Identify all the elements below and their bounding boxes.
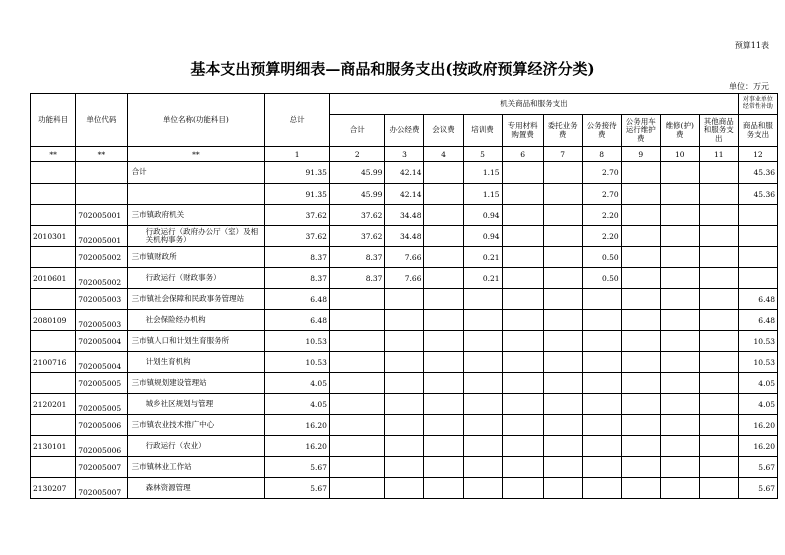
unit-label: 单位：万元	[729, 82, 769, 91]
cell-value: 2.20	[582, 205, 621, 226]
cell-value	[621, 352, 660, 373]
table-row	[31, 310, 778, 331]
cell-subject: 2010601	[31, 268, 76, 289]
cell-code: 702005007	[76, 478, 127, 499]
cell-name: 行政运行（财政事务）	[127, 268, 265, 289]
cell-value	[463, 436, 502, 457]
cell-code: 702005003	[76, 310, 127, 331]
cell-value	[699, 289, 738, 310]
cell-value	[621, 394, 660, 415]
header-sub-2: 会议费	[424, 115, 463, 147]
cell-value	[699, 457, 738, 478]
cell-value	[582, 373, 621, 394]
cell-value	[543, 331, 582, 352]
cell-total: 6.48	[265, 310, 330, 331]
cell-value: 8.37	[329, 268, 384, 289]
cell-value	[502, 310, 543, 331]
cell-value	[502, 373, 543, 394]
cell-value: 42.14	[385, 162, 424, 184]
index-cell: **	[31, 147, 76, 162]
cell-total: 5.67	[265, 478, 330, 499]
header-right-group: 对事业单位经常性补助	[738, 94, 777, 115]
cell-name: 三市镇规划建设管理站	[127, 373, 265, 394]
cell-value	[660, 184, 699, 205]
table-row	[31, 352, 778, 373]
cell-value	[424, 310, 463, 331]
cell-value: 2.70	[582, 162, 621, 184]
cell-value: 7.66	[385, 247, 424, 268]
cell-value	[329, 352, 384, 373]
cell-subject	[31, 457, 76, 478]
cell-value	[463, 415, 502, 436]
cell-name: 三市镇财政所	[127, 247, 265, 268]
cell-value: 10.53	[738, 352, 777, 373]
index-cell: 11	[699, 147, 738, 162]
cell-name: 计划生育机构	[127, 352, 265, 373]
index-cell: 7	[543, 147, 582, 162]
header-sub-7: 公务用车运行维护费	[621, 115, 660, 147]
cell-value	[329, 415, 384, 436]
cell-total: 37.62	[265, 226, 330, 247]
cell-value: 4.05	[738, 394, 777, 415]
index-cell: 9	[621, 147, 660, 162]
cell-code: 702005004	[76, 331, 127, 352]
cell-value	[738, 268, 777, 289]
header-group: 机关商品和服务支出	[329, 94, 738, 115]
cell-subject: 2100716	[31, 352, 76, 373]
index-cell: 12	[738, 147, 777, 162]
header-unit-name: 单位名称(功能科目)	[127, 94, 265, 147]
cell-total: 10.53	[265, 331, 330, 352]
cell-value	[621, 184, 660, 205]
cell-value	[502, 457, 543, 478]
cell-value	[621, 205, 660, 226]
cell-value	[463, 478, 502, 499]
cell-value	[543, 247, 582, 268]
cell-value	[660, 289, 699, 310]
cell-value	[699, 226, 738, 247]
cell-value	[543, 352, 582, 373]
cell-value	[660, 205, 699, 226]
cell-value	[424, 226, 463, 247]
cell-total: 91.35	[265, 184, 330, 205]
cell-name: 三市镇林业工作站	[127, 457, 265, 478]
cell-value: 1.15	[463, 162, 502, 184]
cell-value: 2.70	[582, 184, 621, 205]
header-total: 总计	[265, 94, 330, 147]
cell-code: 702005003	[76, 289, 127, 310]
cell-value: 1.15	[463, 184, 502, 205]
budget-table	[30, 93, 778, 499]
cell-value	[543, 457, 582, 478]
cell-value	[385, 352, 424, 373]
cell-value: 42.14	[385, 184, 424, 205]
cell-value	[424, 268, 463, 289]
cell-code: 702005004	[76, 352, 127, 373]
cell-value	[385, 289, 424, 310]
table-row	[31, 289, 778, 310]
cell-value	[424, 415, 463, 436]
table-row	[31, 478, 778, 499]
cell-value	[660, 436, 699, 457]
cell-value	[329, 436, 384, 457]
cell-subject: 2130207	[31, 478, 76, 499]
cell-value	[543, 415, 582, 436]
cell-value	[543, 310, 582, 331]
cell-total: 37.62	[265, 205, 330, 226]
cell-value	[660, 394, 699, 415]
cell-value	[543, 268, 582, 289]
cell-value	[329, 478, 384, 499]
cell-value	[329, 394, 384, 415]
cell-value	[621, 331, 660, 352]
cell-value	[424, 478, 463, 499]
cell-value: 0.50	[582, 247, 621, 268]
cell-value	[385, 436, 424, 457]
cell-value	[699, 205, 738, 226]
cell-value	[424, 352, 463, 373]
cell-value	[699, 394, 738, 415]
cell-value	[424, 184, 463, 205]
cell-value	[424, 162, 463, 184]
cell-value	[502, 436, 543, 457]
cell-name: 合计	[127, 162, 265, 184]
cell-value	[582, 436, 621, 457]
cell-value	[424, 331, 463, 352]
header-func-subject: 功能科目	[31, 94, 76, 147]
cell-value	[621, 457, 660, 478]
cell-value	[543, 289, 582, 310]
cell-value: 2.20	[582, 226, 621, 247]
cell-value	[621, 478, 660, 499]
header-sub-8: 维修(护)费	[660, 115, 699, 147]
index-cell: 1	[265, 147, 330, 162]
cell-value: 6.48	[738, 310, 777, 331]
cell-value	[329, 310, 384, 331]
cell-code: 702005006	[76, 436, 127, 457]
cell-value	[621, 162, 660, 184]
cell-value	[424, 205, 463, 226]
cell-value	[699, 247, 738, 268]
cell-value	[582, 415, 621, 436]
cell-value	[502, 352, 543, 373]
cell-value	[385, 373, 424, 394]
cell-value	[582, 331, 621, 352]
index-cell: 4	[424, 147, 463, 162]
index-cell: 2	[329, 147, 384, 162]
cell-value	[463, 310, 502, 331]
table-row	[31, 331, 778, 352]
cell-value: 16.20	[738, 436, 777, 457]
cell-value	[502, 394, 543, 415]
cell-name: 三市镇政府机关	[127, 205, 265, 226]
cell-value	[424, 289, 463, 310]
cell-value: 45.36	[738, 162, 777, 184]
cell-value	[502, 289, 543, 310]
cell-value	[621, 289, 660, 310]
cell-value: 0.94	[463, 226, 502, 247]
table-row	[31, 184, 778, 205]
cell-value	[660, 310, 699, 331]
table-row	[31, 247, 778, 268]
cell-name: 社会保险经办机构	[127, 310, 265, 331]
header-sub-4: 专用材料购置费	[502, 115, 543, 147]
cell-value	[385, 415, 424, 436]
cell-code	[76, 162, 127, 184]
cell-subject	[31, 373, 76, 394]
page-title: 基本支出预算明细表—商品和服务支出(按政府预算经济分类)	[190, 60, 595, 78]
cell-value	[424, 457, 463, 478]
cell-name: 森林资源管理	[127, 478, 265, 499]
cell-value	[738, 205, 777, 226]
cell-value: 16.20	[738, 415, 777, 436]
cell-value: 4.05	[738, 373, 777, 394]
cell-value	[502, 478, 543, 499]
cell-value	[660, 268, 699, 289]
cell-value	[543, 184, 582, 205]
cell-value	[385, 310, 424, 331]
cell-total: 4.05	[265, 394, 330, 415]
cell-subject	[31, 205, 76, 226]
cell-total: 5.67	[265, 457, 330, 478]
cell-value	[329, 289, 384, 310]
cell-value: 45.99	[329, 184, 384, 205]
cell-value: 10.53	[738, 331, 777, 352]
table-body	[31, 94, 778, 499]
cell-value	[502, 268, 543, 289]
cell-value	[502, 331, 543, 352]
cell-name	[127, 184, 265, 205]
cell-value	[699, 310, 738, 331]
header-right-sub: 商品和服务支出	[738, 115, 777, 147]
cell-value	[424, 394, 463, 415]
header-sub-0: 合计	[329, 115, 384, 147]
cell-value: 8.37	[329, 247, 384, 268]
index-row	[31, 147, 778, 162]
cell-value	[424, 247, 463, 268]
cell-value	[385, 457, 424, 478]
cell-value: 0.50	[582, 268, 621, 289]
cell-code	[76, 184, 127, 205]
cell-name: 行政运行（农业）	[127, 436, 265, 457]
cell-subject: 2010301	[31, 226, 76, 247]
table-row	[31, 268, 778, 289]
cell-value	[329, 457, 384, 478]
cell-subject	[31, 415, 76, 436]
cell-value	[621, 373, 660, 394]
cell-value	[699, 373, 738, 394]
table-row	[31, 436, 778, 457]
cell-name: 三市镇社会保障和民政事务管理站	[127, 289, 265, 310]
header-sub-5: 委托业务费	[543, 115, 582, 147]
header-row-1	[31, 94, 778, 115]
cell-value	[582, 478, 621, 499]
cell-value	[699, 184, 738, 205]
cell-value	[463, 457, 502, 478]
cell-total: 6.48	[265, 289, 330, 310]
cell-value	[582, 394, 621, 415]
cell-value	[660, 415, 699, 436]
cell-value	[424, 436, 463, 457]
cell-value	[543, 394, 582, 415]
cell-value: 0.94	[463, 205, 502, 226]
cell-code: 702005002	[76, 247, 127, 268]
cell-value	[543, 162, 582, 184]
cell-value: 34.48	[385, 226, 424, 247]
cell-value	[582, 352, 621, 373]
cell-name: 行政运行（政府办公厅（室）及相关机构事务）	[127, 226, 265, 247]
cell-value	[738, 226, 777, 247]
cell-value	[463, 289, 502, 310]
cell-value	[699, 352, 738, 373]
cell-value	[385, 394, 424, 415]
cell-code: 702005001	[76, 205, 127, 226]
cell-value	[699, 478, 738, 499]
cell-value	[660, 478, 699, 499]
cell-total: 91.35	[265, 162, 330, 184]
cell-value	[582, 457, 621, 478]
cell-value	[463, 394, 502, 415]
cell-value: 5.67	[738, 478, 777, 499]
index-cell: **	[127, 147, 265, 162]
cell-value	[660, 247, 699, 268]
cell-value	[699, 436, 738, 457]
cell-value: 5.67	[738, 457, 777, 478]
header-unit-code: 单位代码	[76, 94, 127, 147]
cell-total: 8.37	[265, 247, 330, 268]
cell-name: 城乡社区规划与管理	[127, 394, 265, 415]
cell-value: 37.62	[329, 205, 384, 226]
cell-value	[543, 226, 582, 247]
form-number: 预算11表	[734, 41, 769, 50]
cell-value: 0.21	[463, 247, 502, 268]
cell-subject: 2130101	[31, 436, 76, 457]
cell-value	[463, 373, 502, 394]
index-cell: 10	[660, 147, 699, 162]
cell-value	[660, 373, 699, 394]
cell-value	[699, 331, 738, 352]
cell-value	[660, 331, 699, 352]
cell-value	[502, 162, 543, 184]
table-row	[31, 415, 778, 436]
cell-code: 702005002	[76, 268, 127, 289]
cell-value: 37.62	[329, 226, 384, 247]
cell-total: 16.20	[265, 436, 330, 457]
cell-value	[621, 436, 660, 457]
cell-value	[543, 478, 582, 499]
cell-value	[502, 247, 543, 268]
cell-value	[621, 268, 660, 289]
cell-value	[385, 331, 424, 352]
cell-subject	[31, 331, 76, 352]
cell-code: 702005001	[76, 226, 127, 247]
cell-value	[543, 373, 582, 394]
header-sub-6: 公务接待费	[582, 115, 621, 147]
table-row	[31, 457, 778, 478]
table-row	[31, 373, 778, 394]
index-cell: 8	[582, 147, 621, 162]
cell-value: 45.36	[738, 184, 777, 205]
table-row	[31, 162, 778, 184]
cell-subject: 2080109	[31, 310, 76, 331]
cell-value: 45.99	[329, 162, 384, 184]
cell-value	[621, 415, 660, 436]
cell-value	[660, 352, 699, 373]
cell-value	[329, 331, 384, 352]
header-sub-9: 其他商品和服务支出	[699, 115, 738, 147]
cell-value	[329, 373, 384, 394]
cell-total: 4.05	[265, 373, 330, 394]
cell-subject	[31, 289, 76, 310]
cell-value	[502, 415, 543, 436]
cell-subject	[31, 162, 76, 184]
cell-value	[621, 247, 660, 268]
cell-subject	[31, 184, 76, 205]
cell-value	[621, 310, 660, 331]
cell-value	[543, 205, 582, 226]
cell-value: 7.66	[385, 268, 424, 289]
cell-value	[582, 289, 621, 310]
cell-value	[502, 184, 543, 205]
cell-value	[660, 457, 699, 478]
cell-value	[424, 373, 463, 394]
cell-value: 34.48	[385, 205, 424, 226]
cell-value: 0.21	[463, 268, 502, 289]
header-sub-3: 培训费	[463, 115, 502, 147]
cell-name: 三市镇人口和计划生育服务所	[127, 331, 265, 352]
cell-value	[699, 268, 738, 289]
cell-value	[699, 415, 738, 436]
cell-total: 8.37	[265, 268, 330, 289]
cell-total: 10.53	[265, 352, 330, 373]
table-row	[31, 394, 778, 415]
cell-code: 702005007	[76, 457, 127, 478]
cell-subject	[31, 247, 76, 268]
index-cell: 6	[502, 147, 543, 162]
cell-name: 三市镇农业技术推广中心	[127, 415, 265, 436]
cell-value	[660, 226, 699, 247]
index-cell: **	[76, 147, 127, 162]
header-sub-1: 办公经费	[385, 115, 424, 147]
cell-total: 16.20	[265, 415, 330, 436]
cell-value	[738, 247, 777, 268]
cell-value	[543, 436, 582, 457]
cell-value	[660, 162, 699, 184]
cell-subject: 2120201	[31, 394, 76, 415]
cell-code: 702005005	[76, 373, 127, 394]
cell-code: 702005005	[76, 394, 127, 415]
cell-value	[463, 352, 502, 373]
index-cell: 5	[463, 147, 502, 162]
cell-value: 6.48	[738, 289, 777, 310]
cell-value	[502, 226, 543, 247]
table-row	[31, 205, 778, 226]
cell-value	[621, 226, 660, 247]
index-cell: 3	[385, 147, 424, 162]
cell-value	[699, 162, 738, 184]
cell-value	[385, 478, 424, 499]
cell-code: 702005006	[76, 415, 127, 436]
cell-value	[502, 205, 543, 226]
cell-value	[463, 331, 502, 352]
table-row	[31, 226, 778, 247]
cell-value	[582, 310, 621, 331]
